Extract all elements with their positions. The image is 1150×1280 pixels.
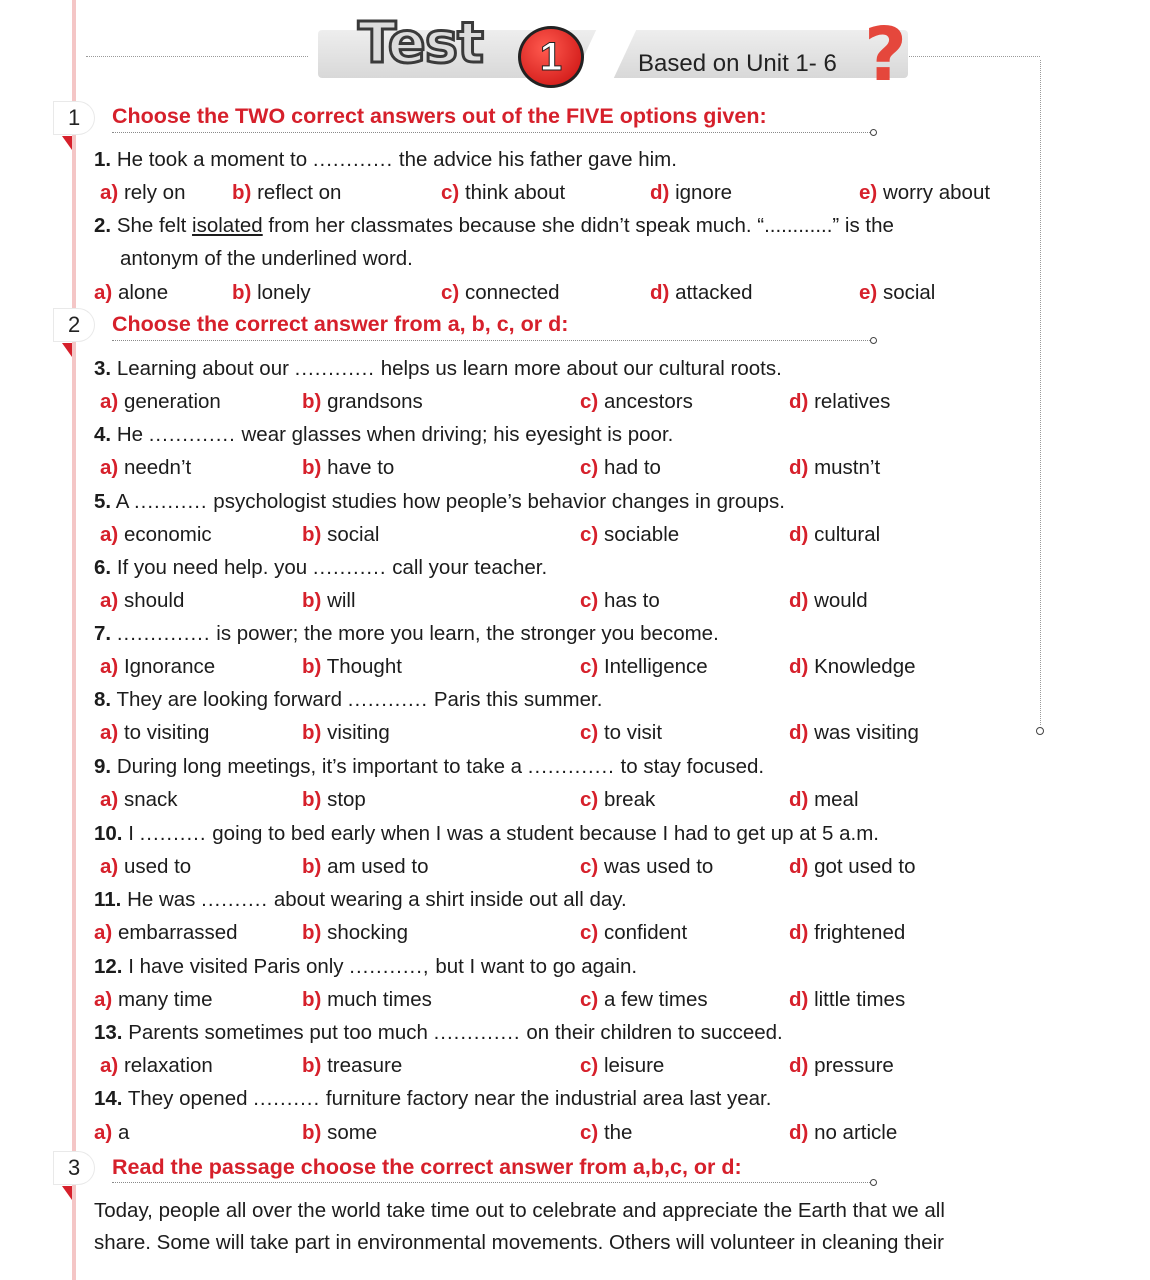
- option[interactable]: b) treasure: [302, 1054, 403, 1077]
- question: 1. He took a moment to ............ the advice his father gave him.: [94, 148, 677, 171]
- option[interactable]: c) has to: [580, 589, 660, 612]
- passage-line: share. Some will take part in environmental movements. Others will volunteer in cleaning their: [94, 1231, 944, 1254]
- question: 10. I .......... going to bed early when I was a student because I had to get up at 5 a.m.: [94, 822, 879, 845]
- option[interactable]: c) connected: [441, 281, 560, 304]
- option[interactable]: c) was used to: [580, 855, 714, 878]
- option[interactable]: d) frightened: [789, 921, 906, 944]
- section-marker-icon: [62, 1186, 72, 1200]
- section-marker-icon: [62, 136, 72, 150]
- test-title: Test: [358, 11, 483, 76]
- right-dotted-rule: [1040, 60, 1041, 725]
- question: 12. I have visited Paris only ..........., but I want to go again.: [94, 955, 638, 978]
- question: 11. He was .......... about wearing a shirt inside out all day.: [94, 888, 627, 911]
- option[interactable]: c) leisure: [580, 1054, 665, 1077]
- option[interactable]: b) will: [302, 589, 356, 612]
- option[interactable]: b) visiting: [302, 721, 390, 744]
- option[interactable]: a) needn’t: [100, 456, 192, 479]
- section-number: 2: [54, 309, 94, 341]
- option[interactable]: c) confident: [580, 921, 688, 944]
- section-title: Read the passage choose the correct answer from a,b,c, or d:: [112, 1155, 742, 1179]
- option[interactable]: e) social: [859, 281, 936, 304]
- option[interactable]: a) embarrassed: [94, 921, 238, 944]
- option[interactable]: a) a: [94, 1121, 130, 1144]
- option[interactable]: c) break: [580, 788, 656, 811]
- option[interactable]: b) reflect on: [232, 181, 342, 204]
- section-title: Choose the TWO correct answers out of the FIVE options given:: [112, 104, 767, 128]
- option[interactable]: d) meal: [789, 788, 859, 811]
- option[interactable]: d) got used to: [789, 855, 916, 878]
- section-marker-icon: [62, 343, 72, 357]
- option[interactable]: d) pressure: [789, 1054, 894, 1077]
- option[interactable]: c) think about: [441, 181, 566, 204]
- option[interactable]: a) rely on: [100, 181, 186, 204]
- question: 7. .............. is power; the more you learn, the stronger you become.: [94, 622, 719, 645]
- option[interactable]: b) Thought: [302, 655, 402, 678]
- option[interactable]: b) shocking: [302, 921, 408, 944]
- header-dotted-rule-left: [86, 56, 308, 57]
- option[interactable]: b) lonely: [232, 281, 311, 304]
- passage-line: Today, people all over the world take time out to celebrate and appreciate the Earth that we all: [94, 1199, 945, 1222]
- question-continuation: antonym of the underlined word.: [120, 247, 413, 270]
- right-rule-end-dot: [1036, 727, 1044, 735]
- option[interactable]: c) a few times: [580, 988, 708, 1011]
- question: 2. She felt isolated from her classmates because she didn’t speak much. “............” is the: [94, 214, 894, 237]
- section-rule: [112, 1182, 870, 1183]
- option[interactable]: a) used to: [100, 855, 192, 878]
- section-rule: [112, 340, 870, 341]
- header-subtitle: Based on Unit 1- 6: [638, 50, 837, 77]
- option[interactable]: d) Knowledge: [789, 655, 916, 678]
- question: 5. A ........... psychologist studies how people’s behavior changes in groups.: [94, 490, 786, 513]
- option[interactable]: b) social: [302, 523, 380, 546]
- option[interactable]: d) cultural: [789, 523, 881, 546]
- section-rule: [112, 132, 870, 133]
- margin-line: [72, 0, 76, 1280]
- option[interactable]: b) much times: [302, 988, 432, 1011]
- option[interactable]: c) the: [580, 1121, 633, 1144]
- option[interactable]: a) should: [100, 589, 185, 612]
- question: 14. They opened .......... furniture factory near the industrial area last year.: [94, 1087, 772, 1110]
- option[interactable]: d) little times: [789, 988, 906, 1011]
- underlined-word: isolated: [192, 214, 263, 237]
- option[interactable]: a) generation: [100, 390, 221, 413]
- question: 6. If you need help. you ........... call your teacher.: [94, 556, 548, 579]
- option[interactable]: b) have to: [302, 456, 395, 479]
- option[interactable]: a) alone: [94, 281, 169, 304]
- option[interactable]: a) snack: [100, 788, 178, 811]
- option[interactable]: a) to visiting: [100, 721, 210, 744]
- option[interactable]: d) ignore: [650, 181, 733, 204]
- option[interactable]: e) worry about: [859, 181, 991, 204]
- option[interactable]: c) Intelligence: [580, 655, 708, 678]
- option[interactable]: b) stop: [302, 788, 366, 811]
- header-dotted-rule-right: [906, 56, 1040, 57]
- option[interactable]: c) to visit: [580, 721, 663, 744]
- option[interactable]: d) would: [789, 589, 868, 612]
- option[interactable]: c) ancestors: [580, 390, 693, 413]
- option[interactable]: a) relaxation: [100, 1054, 213, 1077]
- option[interactable]: c) had to: [580, 456, 661, 479]
- option[interactable]: a) many time: [94, 988, 213, 1011]
- question-mark-icon: ?: [864, 12, 907, 98]
- option[interactable]: b) am used to: [302, 855, 429, 878]
- option[interactable]: d) relatives: [789, 390, 891, 413]
- question: 3. Learning about our ............ helps us learn more about our cultural roots.: [94, 357, 782, 380]
- section-title: Choose the correct answer from a, b, c, or d:: [112, 312, 569, 336]
- option[interactable]: a) economic: [100, 523, 212, 546]
- option[interactable]: d) mustn’t: [789, 456, 881, 479]
- option[interactable]: d) was visiting: [789, 721, 919, 744]
- question: 8. They are looking forward ............ Paris this summer.: [94, 688, 603, 711]
- option[interactable]: b) some: [302, 1121, 378, 1144]
- option[interactable]: b) grandsons: [302, 390, 423, 413]
- option[interactable]: d) attacked: [650, 281, 753, 304]
- option[interactable]: c) sociable: [580, 523, 680, 546]
- test-number-badge: 1: [518, 26, 584, 88]
- option[interactable]: a) Ignorance: [100, 655, 216, 678]
- option[interactable]: d) no article: [789, 1121, 898, 1144]
- question: 4. He ............. wear glasses when driving; his eyesight is poor.: [94, 423, 674, 446]
- question: 9. During long meetings, it’s important to take a ............. to stay focused.: [94, 755, 765, 778]
- question: 13. Parents sometimes put too much ............. on their children to succeed.: [94, 1021, 783, 1044]
- section-number: 3: [54, 1152, 94, 1184]
- section-number: 1: [54, 102, 94, 134]
